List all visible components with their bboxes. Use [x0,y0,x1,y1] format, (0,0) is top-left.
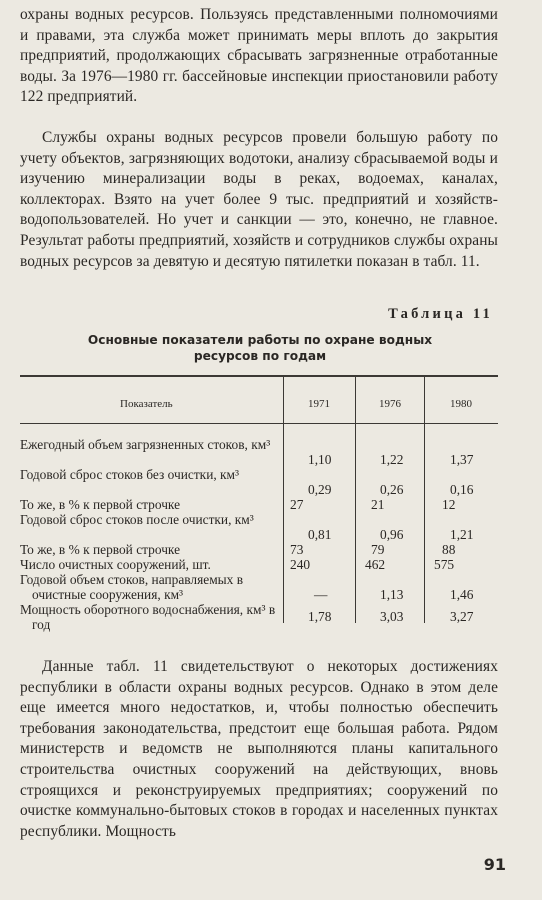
table-cell: 1,46 [450,587,474,602]
header-1980: 1980 [450,398,472,410]
paragraph-1: охраны водных ресурсов. Пользуясь представленными полномочиями и правами, эта служба может принимать меры вплоть до закрытия предприятий, продолжающих сбрасывать загрязненные отработанные воды. За 1976—1980 гг. бассейновые инспекции приостановили работу 122 предприятий. [20,6,498,106]
header-1976: 1976 [379,398,401,410]
paragraph-2: Службы охраны водных ресурсов провели большую работу по учету объектов, загрязняющих водотоки, анализу сбрасываемой воды и изучению минерализации воды в реках, водоемах, каналах, коллекторах. Взято на учет более 9 тыс. предприятий и хозяйств-водопользователей. Но учет и санкции — это, конечно, не главное. Результат работы предприятий, хозяйств и сотрудников службы охраны водных ресурсов за девятую и десятую пятилетки показан в табл. 11. [20,129,498,270]
table-cell: 3,27 [450,609,474,624]
table-cell: — [314,587,328,602]
table-cell: 12 [442,497,456,512]
header-1971: 1971 [308,398,330,410]
table-cell: 1,21 [450,527,474,542]
paragraph-3: Данные табл. 11 свидетельствуют о некоторых достижениях республики в области охраны водных ресурсов. Однако в этом деле еще имеется много недостатков, и, чтобы полностью обеспечить требования законодательства, предстоит еще большая работа. Рядом министерств и ведомств не выполняются планы капитального строительства очистных сооружений на действующих, вновь строящихся и реконструируемых предприятиях; сооружений по очистке коммунально-бытовых стоков в городах и населенных пунктах республики. Мощность [20,658,498,840]
table-top-rule [20,375,498,377]
table-row-label: Ежегодный объем загрязненных стоков, км³ [20,437,271,452]
table-row-label: Годовой объем стоков, направляемых в очистные сооружения, км³ [20,572,244,603]
table-cell: 88 [442,542,456,557]
table-cell: 575 [434,557,455,572]
table-cell: 0,26 [380,482,404,497]
table-header-rule [20,423,498,424]
table-row-label: Мощность оборотного водоснабжения, км³ в год [20,602,276,633]
table-cell: 0,16 [450,482,474,497]
table-cell: 1,10 [308,452,332,467]
table-cell: 73 [290,542,304,557]
table-cell: 27 [290,497,304,512]
table-row-label: Годовой сброс стоков без очистки, км³ [20,467,240,482]
table-row-label: То же, в % к первой строчке [20,497,181,512]
table-cell: 1,37 [450,452,474,467]
table-column-divider [424,377,425,623]
table-title: Основные показатели работы по охране водных ресурсов по годам [87,333,433,363]
table-row-label: Число очистных сооружений, шт. [20,557,211,572]
table-cell: 240 [290,557,311,572]
table-column-divider [355,377,356,623]
table-cell: 79 [371,542,385,557]
table-cell: 0,29 [308,482,332,497]
table-cell: 0,96 [380,527,404,542]
table-cell: 0,81 [308,527,332,542]
table-cell: 3,03 [380,609,404,624]
table-row-label: То же, в % к первой строчке [20,542,181,557]
table-cell: 1,13 [380,587,404,602]
table-column-divider [283,377,284,623]
table-label: Таблица 11 [388,306,493,322]
table-cell: 1,22 [380,452,404,467]
table-cell: 462 [365,557,386,572]
table-cell: 21 [371,497,385,512]
table-row-label: Годовой сброс стоков после очистки, км³ [20,512,254,527]
page-number: 91 [483,855,506,874]
header-indicator: Показатель [120,398,173,410]
table-cell: 1,78 [308,609,332,624]
